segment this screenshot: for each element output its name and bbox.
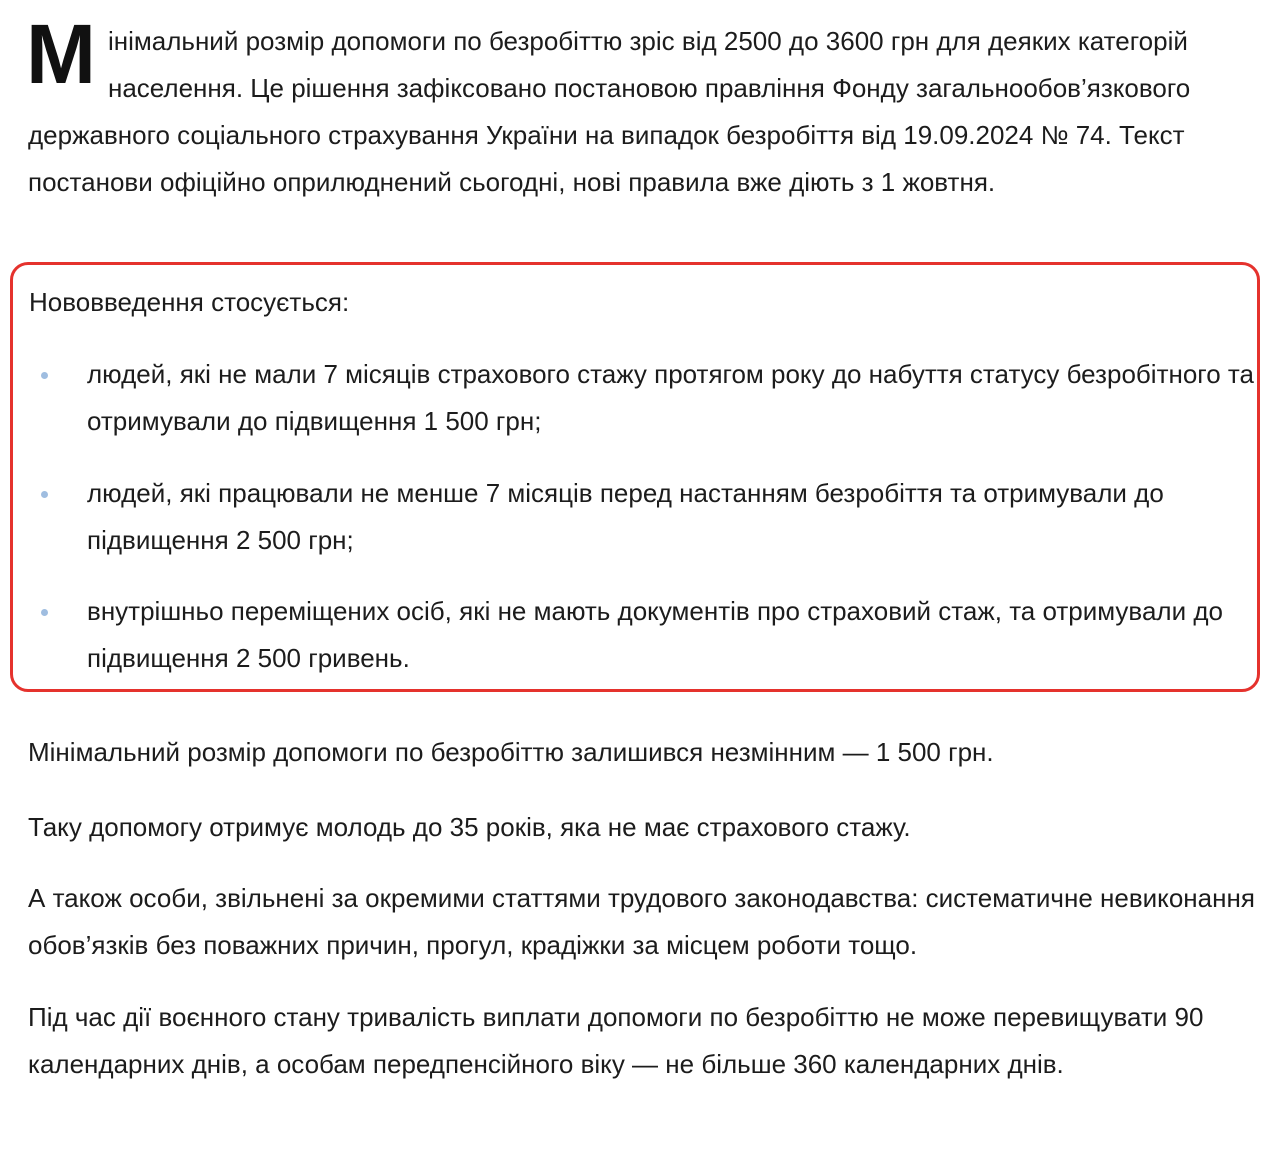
list-item-text: людей, які не мали 7 місяців страхового стажу протягом року до набуття статусу безробітного та отримували до підвищення 1 500 грн; [87,359,1254,436]
paragraph: Під час дії воєнного стану тривалість виплати допомоги по безробіттю не може перевищувати 90 календарних днів, а особам передпенсійного віку — не більше 360 календарних днів. [28,1002,1204,1079]
paragraph: А також особи, звільнені за окремими статтями трудового законодавства: систематичне невиконання обов’язків без поважних причин, прогул, крадіжки за місцем роботи тощо. [28,883,1255,960]
list-item [87,470,1257,564]
list-item [87,588,1257,682]
drop-cap: М [26,7,96,101]
list-item [87,351,1257,445]
bullet-dot-icon [41,372,48,379]
paragraph: Таку допомогу отримує молодь до 35 років, яка не має страхового стажу. [28,812,911,842]
list-item-text: людей, які працювали не менше 7 місяців перед настанням безробіття та отримували до підвищення 2 500 грн; [87,478,1164,555]
lead-paragraph [26,7,1268,206]
list-item-text: внутрішньо переміщених осіб, які не мають документів про страховий стаж, та отримували до підвищення 2 500 гривень. [87,596,1223,673]
highlight-box [10,262,1260,692]
paragraph: Мінімальний розмір допомоги по безробіттю залишився незмінним — 1 500 грн. [28,737,994,767]
bullet-dot-icon [41,491,48,498]
highlight-intro: Нововведення стосується: [29,287,350,317]
lead-text: інімальний розмір допомоги по безробіттю зріс від 2500 до 3600 грн для деяких категорій населення. Це рішення зафіксовано постановою правління Фонду загальнообов’язкового державного соціального страхування України на випадок безробіття від 19.09.2024 № 74. Текст постанови офіційно оприлюднений сьогодні, нові правила вже діють з 1 жовтня. [28,26,1191,197]
bullet-dot-icon [41,609,48,616]
